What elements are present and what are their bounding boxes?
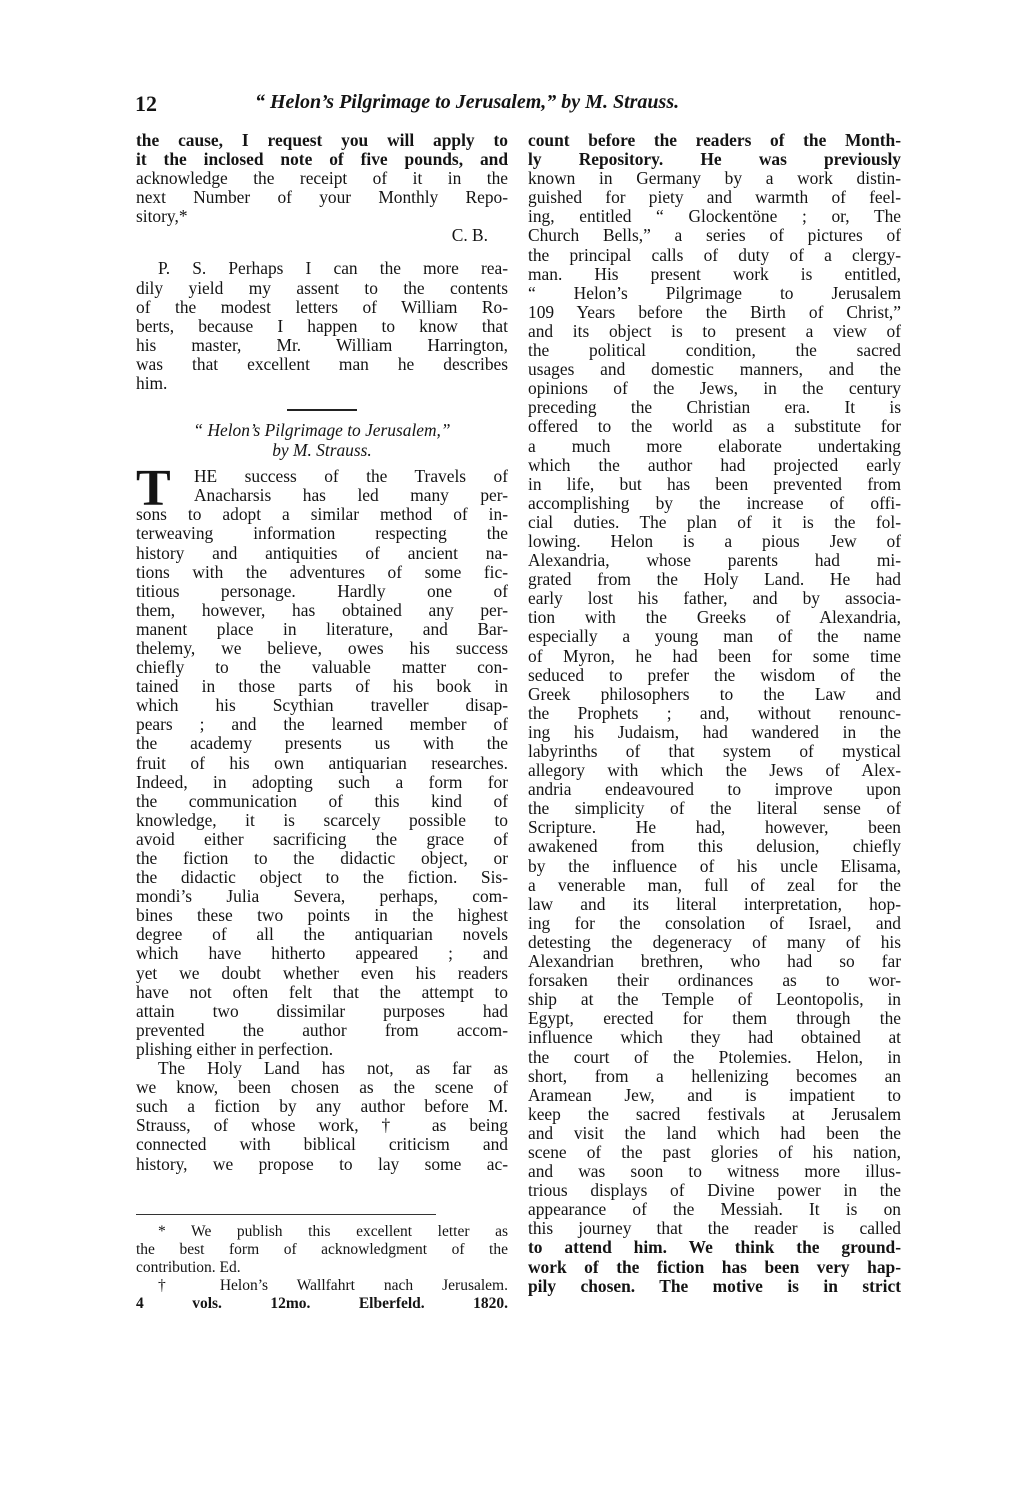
text-line: scene of the past glories of his nation,	[528, 1142, 901, 1162]
footnote-line: * We publish this excellent letter as	[158, 1222, 508, 1240]
text-line: appearance of the Messiah. It is on	[528, 1200, 901, 1220]
text-line: Greek philosophers to the Law and	[528, 684, 901, 704]
article-byline: by M. Strauss.	[272, 440, 372, 461]
text-line: opinions of the Jews, in the century	[528, 379, 901, 399]
text-line: and visit the land which had been the	[528, 1123, 901, 1143]
text-line: preceding the Christian era. It is	[528, 398, 901, 418]
text-line: man. His present work is entitled,	[528, 264, 901, 284]
text-line: awakened from this delusion, chiefly	[528, 837, 901, 857]
text-line: which the author had projected early	[528, 455, 901, 475]
text-line: terweaving information respecting the	[136, 524, 508, 544]
text-line: the academy presents us with the	[136, 734, 508, 754]
text-line: plishing either in perfection.	[136, 1039, 334, 1059]
text-line: P. S. Perhaps I can the more rea-	[158, 259, 508, 279]
drop-cap: T	[136, 460, 171, 518]
text-line: of Myron, he had been for some time	[528, 646, 901, 666]
text-line: count before the readers of the Month-	[528, 131, 901, 150]
text-line: which his Scythian traveller disap-	[136, 696, 508, 716]
text-line: seduced to prefer the wisdom of the	[528, 665, 901, 685]
text-line: the fiction to the didactic object, or	[136, 849, 508, 868]
text-line: history and antiquities of ancient na-	[136, 543, 508, 563]
text-line: 109 Years before the Birth of Christ,”	[528, 302, 901, 322]
text-line: fruit of his own antiquarian researches.	[136, 753, 508, 773]
article-title-line: “ Helon’s Pilgrimage to Jerusalem,”	[193, 420, 451, 441]
text-line: it the inclosed note of five pounds, and	[136, 150, 508, 170]
text-line: of the modest letters of William Ro-	[136, 297, 508, 317]
text-line: law and its literal interpretation, hop-	[528, 894, 901, 914]
text-line: the principal calls of duty of a clergy-	[528, 245, 901, 265]
text-line: Alexandria, whose parents had mi-	[528, 551, 901, 571]
text-line: have not often felt that the attempt to	[136, 982, 508, 1002]
text-line: we know, been chosen as the scene of	[136, 1078, 508, 1098]
text-line: Church Bells,” a series of pictures of	[528, 226, 901, 246]
text-line: especially a young man of the name	[528, 627, 901, 647]
text-line: sitory,*	[136, 207, 188, 227]
footnotes	[136, 1223, 508, 1313]
text-line: forsaken their ordinances as to wor-	[528, 971, 901, 991]
footnote-line: contribution. Ed.	[136, 1258, 241, 1276]
text-line: ship at the Temple of Leontopolis, in	[528, 990, 901, 1010]
text-line: Aramean Jew, and is impatient to	[528, 1085, 901, 1105]
text-line: offered to the world as a substitute for	[528, 417, 901, 437]
article-continuation	[528, 131, 901, 1296]
text-line: tion with the Greeks of Alexandria,	[528, 608, 901, 628]
text-line: to attend him. We think the ground-	[528, 1238, 901, 1258]
postscript	[136, 259, 508, 393]
text-line: the communication of this kind of	[136, 791, 508, 811]
text-line: grated from the Holy Land. He had	[528, 570, 901, 590]
article-title	[136, 421, 508, 461]
text-line: the Prophets ; and, without renounc-	[528, 703, 901, 723]
text-line: dily yield my assent to the contents	[136, 278, 508, 298]
text-line: andria endeavoured to improve upon	[528, 780, 901, 800]
text-line: connected with biblical criticism and	[136, 1135, 508, 1155]
footnote-line: 4 vols. 12mo. Elberfeld. 1820.	[136, 1294, 508, 1312]
text-line: Scripture. He had, however, been	[528, 818, 901, 838]
page-number: 12	[135, 91, 157, 116]
text-line: Alexandrian brethren, who had so far	[528, 952, 901, 972]
text-line: manent place in literature, and Bar-	[136, 619, 508, 639]
text-line: a venerable man, full of zeal for the	[528, 875, 901, 895]
text-line: ing, entitled “ Glockentöne ; or, The	[528, 207, 901, 227]
text-line: Anacharsis has led many per-	[194, 486, 508, 506]
text-line: accomplishing by the increase of offi-	[528, 493, 901, 513]
footnote-divider	[136, 1214, 436, 1215]
text-line: in life, but has been prevented from	[528, 474, 901, 494]
text-line: by the influence of his uncle Elisama,	[528, 856, 901, 876]
text-line: pily chosen. The motive is in strict	[528, 1276, 901, 1296]
text-line: bines these two points in the highest	[136, 906, 508, 926]
text-line: prevented the author from accom-	[136, 1020, 508, 1040]
text-line: influence which they had obtained at	[528, 1028, 901, 1048]
section-divider	[287, 409, 357, 411]
text-line: short, from a hellenizing becomes an	[528, 1066, 901, 1086]
text-line: The Holy Land has not, as far as	[158, 1059, 508, 1079]
text-line: ing for the consolation of Israel, and	[528, 913, 901, 933]
text-line: the court of the Ptolemies. Helon, in	[528, 1047, 901, 1067]
article-body	[136, 460, 508, 1174]
text-line: known in Germany by a work distin-	[528, 169, 901, 189]
text-line: keep the sacred festivals at Jerusalem	[528, 1104, 901, 1124]
text-line: avoid either sacrificing the grace of	[136, 829, 508, 849]
text-line: chiefly to the valuable matter con-	[136, 658, 508, 678]
footnote-line: the best form of acknowledgment of the	[136, 1240, 508, 1258]
text-line: next Number of your Monthly Repo-	[136, 188, 508, 208]
text-line: yet we doubt whether even his readers	[136, 963, 508, 983]
text-line: history, we propose to lay some ac-	[136, 1154, 508, 1174]
text-line: early lost his father, and by associa-	[528, 589, 901, 609]
text-line: such a fiction by any author before M.	[136, 1097, 508, 1117]
text-line: degree of all the antiquarian novels	[136, 925, 508, 945]
text-line: acknowledge the receipt of it in the	[136, 169, 508, 189]
footnote-line: † Helon’s Wallfahrt nach Jerusalem.	[158, 1276, 508, 1294]
text-line: attain two dissimilar purposes had	[136, 1001, 508, 1021]
text-line: HE success of the Travels of	[194, 467, 508, 487]
running-title: “ Helon’s Pilgrimage to Jerusalem,” by M. Strauss.	[255, 91, 680, 113]
text-line: cial duties. The plan of it is the fol-	[528, 512, 901, 532]
text-line: work of the fiction has been very hap-	[528, 1257, 901, 1277]
text-line: tained in those parts of his book in	[136, 677, 508, 697]
running-header	[135, 91, 905, 121]
letter-end	[136, 131, 508, 226]
text-line: Strauss, of whose work, † as being	[136, 1116, 508, 1136]
text-line: sons to adopt a similar method of in-	[136, 505, 508, 525]
text-line: Indeed, in adopting such a form for	[136, 772, 508, 792]
text-line: tions with the adventures of some fic-	[136, 562, 508, 582]
text-line: which have hitherto appeared ; and	[136, 944, 508, 964]
text-line: knowledge, it is scarcely possible to	[136, 810, 508, 830]
text-line: him.	[136, 374, 168, 394]
text-line: the simplicity of the literal sense of	[528, 799, 901, 819]
text-line: and was soon to witness more illus-	[528, 1162, 901, 1182]
text-line: the didactic object to the fiction. Sis-	[136, 868, 508, 888]
text-line: guished for piety and warmth of feel-	[528, 188, 901, 208]
text-line: them, however, has obtained any per-	[136, 600, 508, 620]
text-line: and its object is to present a view of	[528, 321, 901, 341]
text-line: his master, Mr. William Harrington,	[136, 335, 508, 355]
text-line: berts, because I happen to know that	[136, 316, 508, 336]
text-line: the cause, I request you will apply to	[136, 131, 508, 150]
text-line: was that excellent man he describes	[136, 354, 508, 374]
signature: C. B.	[451, 225, 488, 246]
text-line: the political condition, the sacred	[528, 341, 901, 361]
text-line: labyrinths of that system of mystical	[528, 742, 901, 761]
text-line: a much more elaborate undertaking	[528, 436, 901, 456]
text-line: ing his Judaism, had wandered in the	[528, 722, 901, 742]
right-column	[528, 131, 901, 1296]
text-line: this journey that the reader is called	[528, 1219, 901, 1239]
text-line: lowing. Helon is a pious Jew of	[528, 531, 901, 551]
left-column	[136, 131, 508, 1313]
text-line: trious displays of Divine power in the	[528, 1181, 901, 1201]
text-line: ly Repository. He was previously	[528, 150, 901, 170]
text-line: detesting the degeneracy of many of his	[528, 932, 901, 952]
text-line: titious personage. Hardly one of	[136, 581, 508, 601]
text-line: allegory with which the Jews of Alex-	[528, 761, 901, 781]
text-line: pears ; and the learned member of	[136, 715, 508, 735]
text-line: “ Helon’s Pilgrimage to Jerusalem	[528, 283, 901, 303]
text-line: mondi’s Julia Severa, perhaps, com-	[136, 887, 508, 907]
text-line: usages and domestic manners, and the	[528, 360, 901, 380]
text-line: Egypt, erected for them through the	[528, 1009, 901, 1029]
text-line: thelemy, we believe, owes his success	[136, 638, 508, 658]
